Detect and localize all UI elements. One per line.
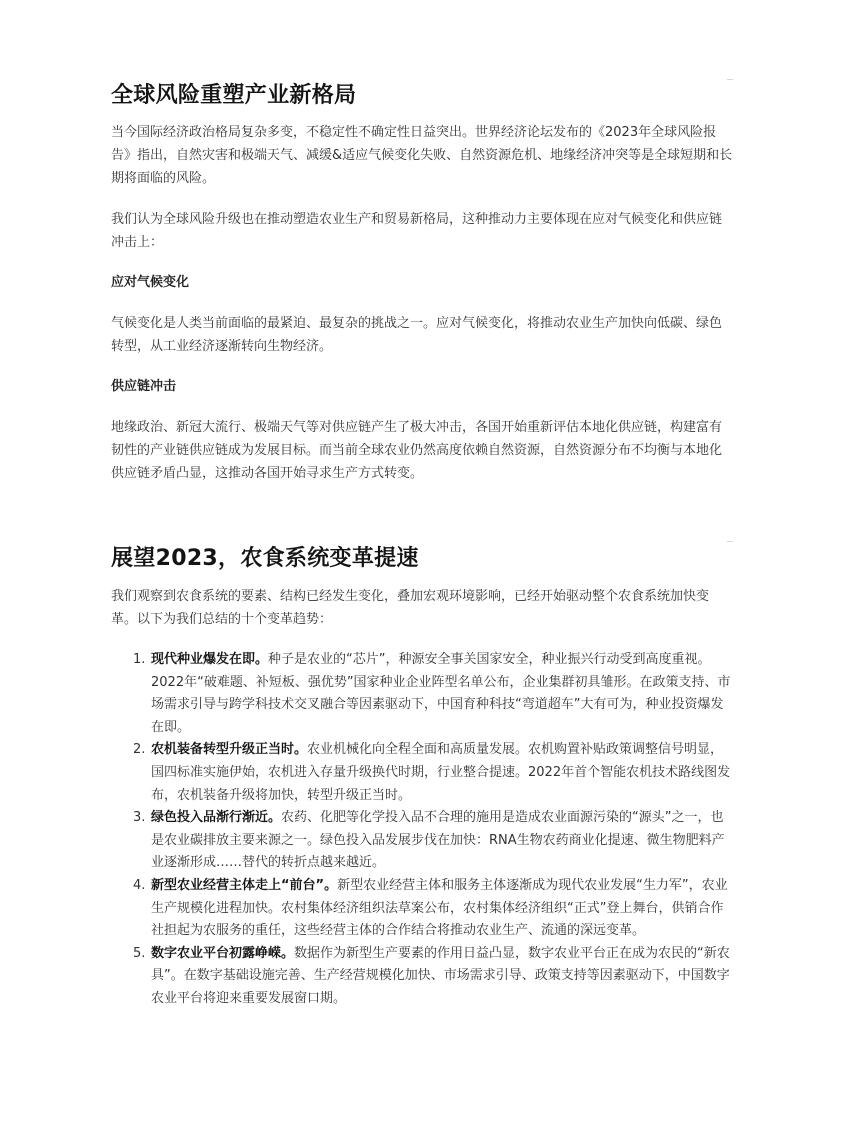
section-title-outlook-2023: 展望2023，农食系统变革提速 [111, 546, 419, 571]
list-item [111, 739, 733, 807]
section-title-global-risk: 全球风险重塑产业新格局 [111, 83, 357, 108]
list-number: 3. [133, 810, 146, 826]
outlook-intro-paragraph: 我们观察到农食系统的要素、结构已经发生变化，叠加宏观环境影响，已经开始驱动整个农食系统加快变革。以下为我们总结的十个变革趋势： [111, 589, 710, 627]
climate-change-paragraph: 气候变化是人类当前面临的最紧迫、最复杂的挑战之一。应对气候变化，将推动农业生产加快向低碳、绿色转型，从工业经济逐渐转向生物经济。 [111, 316, 723, 354]
list-number: 5. [133, 945, 146, 961]
subheading-supply-chain: 供应链冲击 [111, 379, 177, 394]
list-item-lead: 农机装备转型升级正当时。 [151, 742, 308, 758]
list-number: 2. [133, 742, 146, 758]
list-item [111, 943, 733, 1011]
list-number: 4. [133, 877, 146, 893]
page-mark [727, 79, 733, 80]
trend-list [111, 649, 733, 1011]
list-item [111, 875, 733, 943]
list-item-lead: 新型农业经营主体走上“前台”。 [151, 877, 338, 893]
list-item-text: 数据作为新型生产要素的作用日益凸显，数字农业平台正在成为农民的“新农具”。在数字基础设施完善、生产经营规模化加快、市场需求引导、政策支持等因素驱动下，中国数字农业平台将迎来重要发展窗口期。 [151, 945, 730, 1006]
list-item [111, 649, 733, 739]
list-item [111, 807, 733, 875]
subheading-climate-change: 应对气候变化 [111, 275, 190, 290]
supply-chain-paragraph: 地缘政治、新冠大流行、极端天气等对供应链产生了极大冲击，各国开始重新评估本地化供应链，构建富有韧性的产业链供应链成为发展目标。而当前全球农业仍然高度依赖自然资源，自然资源分布不均衡与本地化供应链矛盾凸显，这推动各国开始寻求生产方式转变。 [111, 420, 723, 481]
list-item-lead: 数字农业平台初露峥嵘。 [151, 945, 295, 961]
page-mark [727, 541, 733, 542]
list-item-text: 新型农业经营主体和服务主体逐渐成为现代农业发展“生力军”，农业生产规模化进程加快。农村集体经济组织法草案公布，农村集体经济组织“正式”登上舞台，供销合作社担起为农服务的重任，这些经营主体的合作结合将推动农业生产、流通的深远变革。 [151, 877, 728, 939]
list-item-lead: 现代种业爆发在即。 [151, 652, 269, 667]
list-number: 1. [133, 652, 146, 667]
intro-paragraph: 我们认为全球风险升级也在推动塑造农业生产和贸易新格局，这种推动力主要体现在应对气候变化和供应链冲击上： [111, 212, 723, 250]
list-item-lead: 绿色投入品渐行渐近。 [151, 810, 282, 826]
intro-paragraph: 当今国际经济政治格局复杂多变，不稳定性不确定性日益突出。世界经济论坛发布的《2023年全球风险报告》指出，自然灾害和极端天气、减缓&适应气候变化失败、自然资源危机、地缘经济冲突等是全球短期和长期将面临的风险。 [111, 125, 733, 186]
list-item-text: 农业机械化向全程全面和高质量发展。农机购置补贴政策调整信号明显，国四标准实施伊始，农机进入存量升级换代时期，行业整合提速。2022年首个智能农机技术路线图发布，农机装备升级将加快，转型升级正当时。 [151, 742, 731, 803]
list-item-text: 农药、化肥等化学投入品不合理的施用是造成农业面源污染的“源头”之一，也是农业碳排放主要来源之一。绿色投入品发展步伐在加快：RNA生物农药商业化提速、微生物肥料产业逐渐形成……替代的转折点越来越近。 [151, 810, 725, 871]
list-item-text: 种子是农业的“芯片”，种源安全事关国家安全，种业振兴行动受到高度重视。2022年“破难题、补短板、强优势”国家种业企业阵型名单公布，企业集群初具雏形。在政策支持、市场需求引导与跨学科技术交叉融合等因素驱动下，中国育种科技“弯道超车”大有可为，种业投资爆发在即。 [151, 652, 731, 735]
